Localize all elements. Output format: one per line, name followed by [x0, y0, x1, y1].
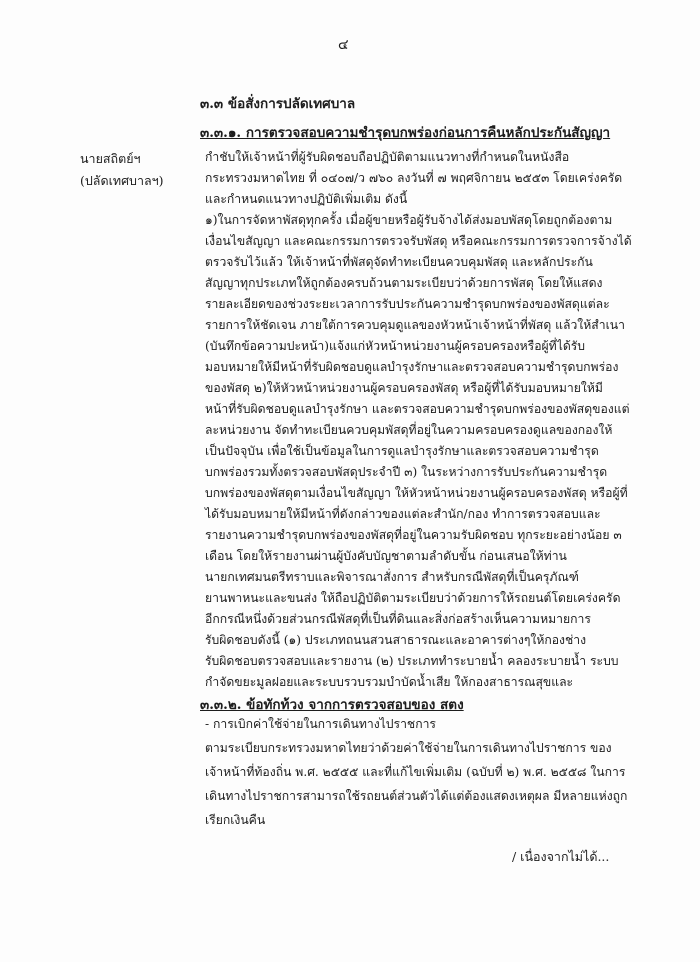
subsection-2-title: ๓.๓.๒. ข้อทักท้วง จากการตรวจสอบของ สตง — [200, 697, 464, 713]
body-line: อีกกรณีหนึ่งด้วยส่วนกรณีพัสดุที่เป็นที่ดินและสิ่งก่อสร้างเห็นความหมายการ — [205, 612, 591, 626]
body-line: รายการให้ชัดเจน ภายใต้การควบคุมดูแลของหัวหน้าเจ้าหน้าที่พัสดุ แล้วให้สำเนา — [205, 318, 625, 332]
body-line: นายกเทศมนตรีทราบและพิจารณาสั่งการ สำหรับกรณีพัสดุที่เป็นครุภัณฑ์ — [205, 570, 579, 584]
body-line: ตามระเบียบกระทรวงมหาดไทยว่าด้วยค่าใช้จ่ายในการเดินทางไปราชการ ของ — [205, 741, 612, 755]
body-line: บกพร่องรวมทั้งตรวจสอบพัสดุประจำปี ๓) ในระหว่างการรับประกันความชำรุด — [205, 465, 608, 479]
body-line: กำชับให้เจ้าหน้าที่ผู้รับผิดชอบถือปฏิบัติตามแนวทางที่กำหนดในหนังสือ — [205, 150, 570, 164]
body-line: ยานพาหนะและขนส่ง ให้ถือปฏิบัติตามระเบียบว่าด้วยการให้รถยนต์โดยเคร่งครัด — [205, 591, 621, 605]
body-line: เงื่อนไขสัญญา และคณะกรรมการตรวจรับพัสดุ หรือคณะกรรมการตรวจการจ้างได้ — [205, 234, 632, 248]
body-line: บกพร่องของพัสดุตามเงื่อนไขสัญญา ให้หัวหน้าหน่วยงานผู้ครอบครองพัสดุ หรือผู้ที่ — [205, 486, 628, 500]
body-line: รายละเอียดของช่วงระยะเวลาการรับประกันความชำรุดบกพร่องของพัสดุแต่ละ — [205, 297, 610, 311]
body-line: เดือน โดยให้รายงานผ่านผู้บังคับบัญชาตามลำดับขั้น ก่อนเสนอให้ท่าน — [205, 549, 567, 563]
body-line: ได้รับมอบหมายให้มีหน้าที่ดังกล่าวของแต่ละสำนัก/กอง ทำการตรวจสอบและ — [205, 507, 601, 521]
body-line: เป็นปัจจุบัน เพื่อใช้เป็นข้อมูลในการดูแลบำรุงรักษาและตรวจสอบความชำรุด — [205, 444, 599, 458]
body-line: เจ้าหน้าที่ท้องถิ่น พ.ศ. ๒๕๕๕ และที่แก้ไขเพิ่มเติม (ฉบับที่ ๒) พ.ศ. ๒๕๕๘ ในการ — [205, 765, 626, 779]
body-line: ของพัสดุ ๒)ให้หัวหน้าหน่วยงานผู้ครอบครองพัสดุ หรือผู้ที่ได้รับมอบหมายให้มี — [205, 381, 603, 395]
body-line: ละหน่วยงาน จัดทำทะเบียนควบคุมพัสดุที่อยู่ในความครอบครองดูแลของกองให้ — [205, 423, 613, 437]
body-line: หน้าที่รับผิดชอบดูแลบำรุงรักษา และตรวจสอบความชำรุดบกพร่องของพัสดุของแต่ — [205, 402, 630, 416]
body-line: กระทรวงมหาดไทย ที่ ๐๔๐๗/ว ๗๖๐ ลงวันที่ ๗ พฤศจิกายน ๒๕๕๓ โดยเคร่งครัด — [205, 171, 623, 185]
signer-name: นายสถิตย์ฯ — [80, 151, 141, 166]
body-line: เรียกเงินคืน — [205, 813, 266, 827]
body-line: ตรวจรับไว้แล้ว ให้เจ้าหน้าที่พัสดุจัดทำทะเบียนควบคุมพัสดุ และหลักประกัน — [205, 255, 593, 269]
continuation-note: / เนื่องจากไม่ได้... — [512, 849, 610, 864]
body-line: (บันทึกข้อความปะหน้า)แจ้งแก่หัวหน้าหน่วยงานผู้ครอบครองหรือผู้ที่ได้รับ — [205, 339, 586, 353]
body-line: รายงานความชำรุดบกพร่องของพัสดุที่อยู่ในความรับผิดชอบ ทุกระยะอย่างน้อย ๓ — [205, 528, 622, 542]
body-line: กำจัดขยะมูลฝอยและระบบรวบรวมบำบัดน้ำเสีย ให้กองสาธารณสุขและ — [205, 675, 574, 689]
body-line: มอบหมายให้มีหน้าที่รับผิดชอบดูแลบำรุงรักษาและตรวจสอบความชำรุดบกพร่อง — [205, 360, 619, 374]
body-line: และกำหนดแนวทางปฏิบัติเพิ่มเติม ดังนี้ — [205, 192, 408, 206]
page-number: ๔ — [338, 37, 349, 53]
signer-position: (ปลัดเทศบาลฯ) — [80, 173, 164, 188]
section-title: ๓.๓ ข้อสั่งการปลัดเทศบาล — [200, 96, 356, 112]
body-line: รับผิดชอบดังนี้ (๑) ประเภทถนนสวนสาธารณะและอาคารต่างๆให้กองช่าง — [205, 633, 587, 647]
subsection-1-title: ๓.๓.๑. การตรวจสอบความชำรุดบกพร่องก่อนการคืนหลักประกันสัญญา — [200, 125, 611, 141]
body-line: เดินทางไปราชการสามารถใช้รถยนต์ส่วนตัวได้แต่ต้องแสดงเหตุผล มีหลายแห่งถูก — [205, 789, 628, 803]
body-line: สัญญาทุกประเภทให้ถูกต้องครบถ้วนตามระเบียบว่าด้วยการพัสดุ โดยให้แสดง — [205, 276, 603, 290]
body-line: ๑)ในการจัดหาพัสดุทุกครั้ง เมื่อผู้ขายหรือผู้รับจ้างได้ส่งมอบพัสดุโดยถูกต้องตาม — [205, 213, 613, 227]
body-line: - การเบิกค่าใช้จ่ายในการเดินทางไปราชการ — [205, 717, 436, 731]
body-line: รับผิดชอบตรวจสอบและรายงาน (๒) ประเภททำระบายน้ำ คลองระบายน้ำ ระบบ — [205, 654, 619, 668]
